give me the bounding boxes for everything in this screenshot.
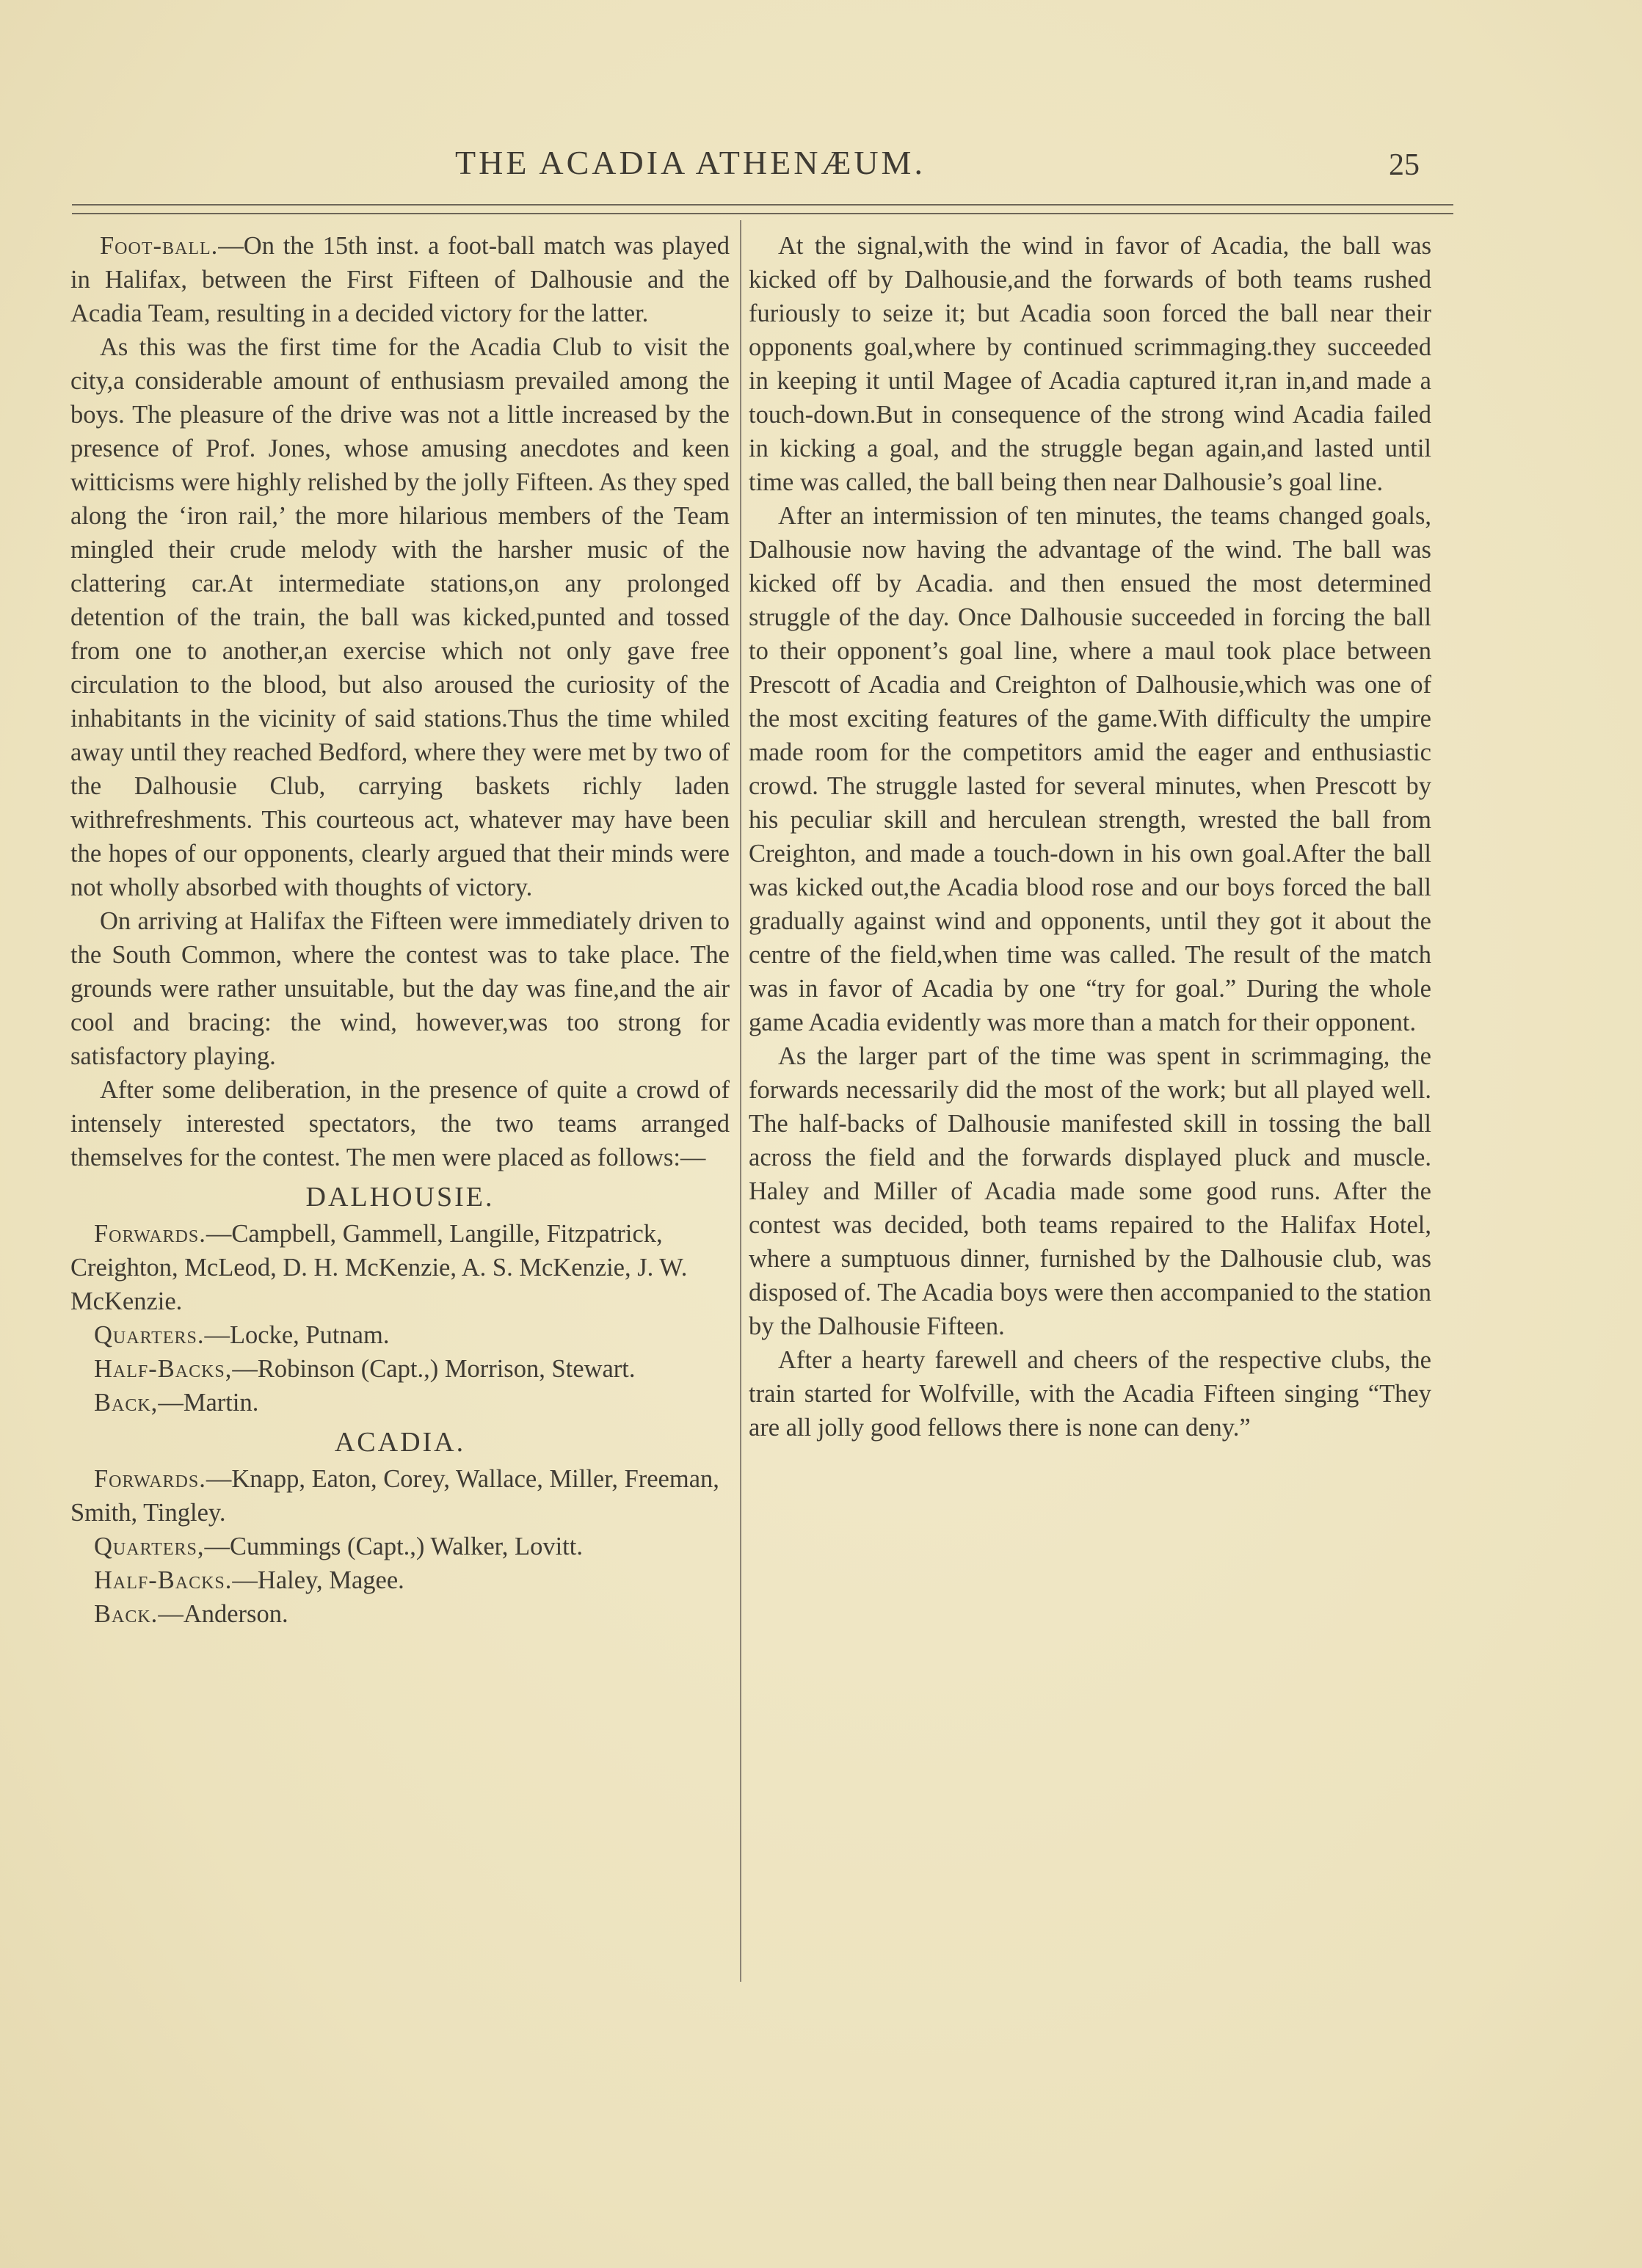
dalhousie-quarters-label: Quarters.: [94, 1321, 205, 1349]
column-divider: [740, 220, 741, 1982]
acadia-quarters: [70, 1530, 730, 1563]
article-paragraph-2: As this was the first time for the Acadia Club to visit the city,a considerable amount of enthusiasm prevailed among the boys. The pleasure of the drive was not a little increased by the presence of Prof. Jones, whose amusing anecdotes and keen witticisms were highly relished by the jolly Fifteen. As they sped along the ‘iron rail,’ the more hilarious members of the Team mingled their crude melody with the harsher music of the clattering car.At intermediate stations,on any prolonged detention of the train, the ball was kicked,punted and tossed from one to another,an exercise which not only gave free circulation to the blood, but also aroused the curiosity of the inhabitants in the vicinity of said stations.Thus the time whiled away until they reached Bedford, where they were met by two of the Dalhousie Club, carrying baskets richly laden withrefreshments. This courteous act, whatever may have been the hopes of our opponents, clearly argued that their minds were not wholly absorbed with thoughts of victory.: [70, 333, 730, 901]
acadia-quarters-names: —Cummings (Capt.,) Walker, Lovitt.: [204, 1533, 583, 1560]
dalhousie-halfbacks-label: Half-Backs,: [94, 1355, 233, 1383]
acadia-halfbacks-names: —Haley, Magee.: [232, 1566, 404, 1594]
article-paragraph-7: As the larger part of the time was spent in scrimmaging, the forwards necessarily did the most of the work; but all played well. The half-backs of Dalhousie manifested skill in tossing the ball across the field and the forwards displayed pluck and muscle. Haley and Miller of Acadia made some good runs. After the contest was decided, both teams repaired to the Halifax Hotel, where a sumptuous dinner, furnished by the Dalhousie club, was disposed of. The Acadia boys were then accompanied to the station by the Dalhousie Fifteen.: [749, 1042, 1431, 1340]
article-lead-term: Foot-ball.: [100, 232, 219, 260]
article-paragraph-8: After a hearty farewell and cheers of the respective clubs, the train started for Wolfville, with the Acadia Fifteen singing “They are all jolly good fellows there is none can deny.”: [749, 1346, 1431, 1442]
acadia-back: [70, 1597, 730, 1631]
dalhousie-forwards: [70, 1217, 730, 1318]
dalhousie-quarters-names: —Locke, Putnam.: [204, 1321, 390, 1349]
right-column: [749, 229, 1431, 1444]
dalhousie-halfbacks-names: —Robinson (Capt.,) Morrison, Stewart.: [232, 1355, 636, 1383]
dalhousie-heading: DALHOUSIE.: [305, 1182, 495, 1213]
dalhousie-forwards-label: Forwards.: [94, 1220, 206, 1248]
header-rule-bottom: [72, 213, 1453, 214]
acadia-back-label: Back.: [94, 1600, 159, 1628]
journal-title: THE ACADIA ATHENÆUM.: [455, 144, 926, 181]
article-paragraph-3: On arriving at Halifax the Fifteen were immediately driven to the South Common, where the contest was to take place. The grounds were rather unsuitable, but the day was fine,and the air cool and bracing: the wind, however,was too strong for satisfactory playing.: [70, 907, 730, 1070]
article-paragraph-6: After an intermission of ten minutes, the teams changed goals, Dalhousie now having the advantage of the wind. The ball was kicked off by Acadia. and then ensued the most determined struggle of the day. Once Dalhousie succeeded in forcing the ball to their opponent’s goal line, where a maul took place between Prescott of Acadia and Creighton of Dalhousie,which was one of the most exciting features of the game.With difficulty the umpire made room for the competitors amid the eager and enthusiastic crowd. The struggle lasted for several minutes, when Prescott by his peculiar skill and herculean strength, wrested the ball from Creighton, and made a touch-down in his own goal.After the ball was kicked out,the Acadia blood rose and our boys forced the ball gradually against wind and opponents, until they got it about the centre of the field,when time was called. The result of the match was in favor of Acadia by one “try for goal.” During the whole game Acadia evidently was more than a match for their opponent.: [749, 502, 1431, 1036]
dalhousie-quarters: [70, 1318, 730, 1352]
acadia-back-names: —Anderson.: [158, 1600, 288, 1628]
article-paragraph-5: At the signal,with the wind in favor of Acadia, the ball was kicked off by Dalhousie,and the forwards of both teams rushed furiously to seize it; but Acadia soon forced the ball near their opponents goal,where by continued scrimmaging.they succeeded in keeping it until Magee of Acadia captured it,ran in,and made a touch-down.But in consequence of the strong wind Acadia failed in kicking a goal, and the struggle began again,and lasted until time was called, the ball being then near Dalhousie’s goal line.: [749, 232, 1431, 496]
acadia-heading: ACADIA.: [334, 1427, 466, 1458]
dalhousie-halfbacks: [70, 1352, 730, 1386]
acadia-forwards: [70, 1462, 730, 1530]
left-column: [70, 229, 730, 1631]
acadia-halfbacks-label: Half-Backs.: [94, 1566, 233, 1594]
acadia-forwards-label: Forwards.: [94, 1465, 206, 1493]
article-paragraph-4: After some deliberation, in the presence of quite a crowd of intensely interested spectators, the two teams arranged themselves for the contest. The men were placed as follows:—: [70, 1076, 730, 1171]
page-number: 25: [1389, 148, 1420, 182]
acadia-quarters-label: Quarters,: [94, 1533, 205, 1560]
page-header: [0, 143, 1642, 195]
dalhousie-roster: [70, 1180, 730, 1420]
header-rule-top: [72, 204, 1453, 206]
article-paragraph-1: [70, 229, 730, 330]
acadia-forwards-names: —Knapp, Eaton, Corey, Wallace, Miller, Freeman, Smith, Tingley.: [70, 1465, 719, 1527]
dalhousie-back-label: Back,: [94, 1389, 159, 1417]
dalhousie-back: [70, 1386, 730, 1420]
article-paragraph-1-text: —On the 15th inst. a foot-ball match was played in Halifax, between the First Fifteen of Dalhousie and the Acadia Team, resulting in a decided victory for the latter.: [70, 232, 730, 327]
acadia-roster: [70, 1425, 730, 1631]
acadia-halfbacks: [70, 1563, 730, 1597]
dalhousie-forwards-names: —Campbell, Gammell, Langille, Fitzpatrick, Creighton, McLeod, D. H. McKenzie, A. S. McKenzie, J. W. McKenzie.: [70, 1220, 688, 1315]
dalhousie-back-names: —Martin.: [158, 1389, 259, 1417]
